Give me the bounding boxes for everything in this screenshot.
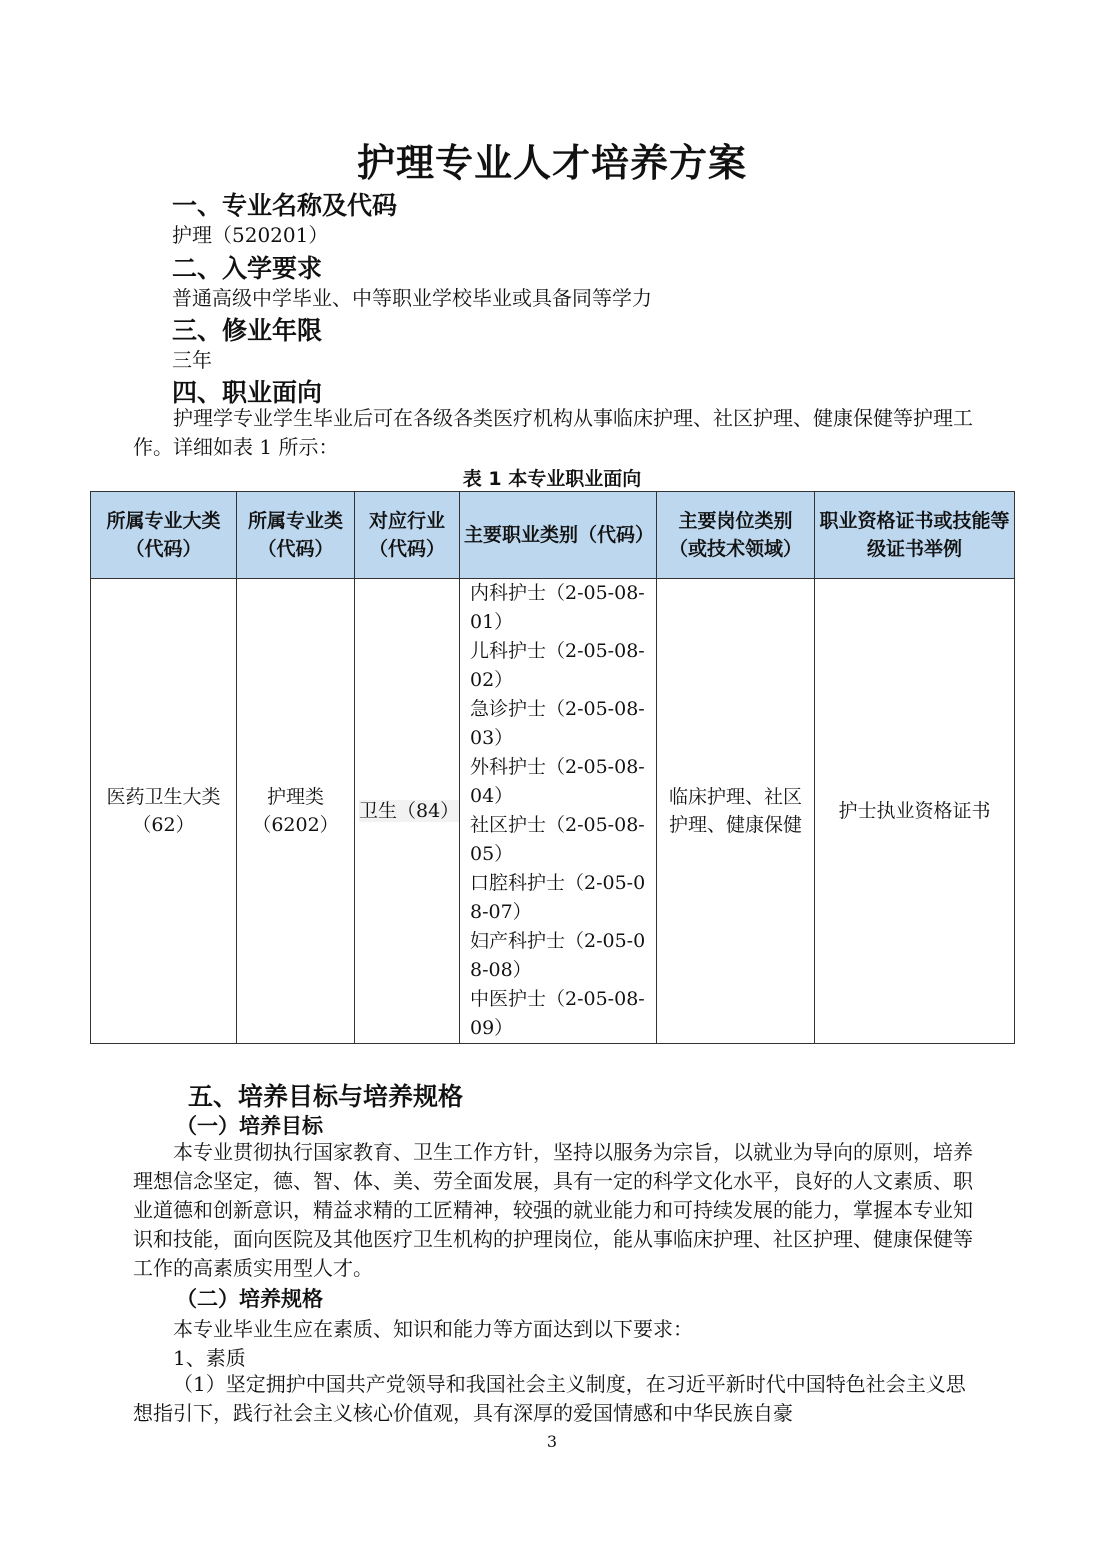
cell-certificate: 护士执业资格证书 [815,579,1015,1044]
cell-jobs [460,579,657,1044]
job-item: 急诊护士（2-05-08-03） [470,698,645,749]
table-header-cell: 主要岗位类别（或技术领域） [657,492,815,579]
section-text-career: 护理学专业学生毕业后可在各级各类医疗机构从事临床护理、社区护理、健康保健等护理工作。详细如表 1 所示： [133,406,973,459]
section-heading-career: 四、职业面向 [172,378,323,407]
cell-industry [355,579,460,1044]
paragraph-objective: 本专业贯彻执行国家教育、卫生工作方针，坚持以服务为宗旨，以就业为导向的原则，培养理想信念坚定，德、智、体、美、劳全面发展，具有一定的科学文化水平，良好的人文素质、职业道德和创新意识，精益求精的工匠精神，较强的就业能力和可持续发展的能力，掌握本专业知识和技能，面向医院及其他医疗卫生机构的护理岗位，能从事临床护理、社区护理、健康保健等工作的高素质实用型人才。 [133,1140,973,1280]
subheading-objective: （一）培养目标 [176,1114,323,1138]
cell-category: 医药卫生大类（62） [91,579,237,1044]
table-caption: 表 1 本专业职业面向 [462,468,642,490]
section-text-name-code: 护理（520201） [172,223,329,247]
list-item-quality: 1、素质 [173,1346,246,1370]
table-header-cell: 主要职业类别（代码） [460,492,657,579]
career-table [90,491,1015,1044]
industry-text: 卫生（84） [359,800,460,822]
table-row [91,579,1015,1044]
table-header-row [91,492,1015,579]
cell-subcategory: 护理类（6202） [237,579,355,1044]
table-header-cell: 所属专业大类（代码） [91,492,237,579]
cell-positions: 临床护理、社区护理、健康保健 [657,579,815,1044]
table-header-cell: 所属专业类（代码） [237,492,355,579]
section-text-duration: 三年 [172,348,212,372]
job-item: 社区护士（2-05-08-05） [470,814,645,865]
job-item: 妇产科护士（2-05-08-08） [470,930,646,981]
paragraph-specifications: 本专业毕业生应在素质、知识和能力等方面达到以下要求： [173,1317,693,1341]
job-item: 外科护士（2-05-08-04） [470,756,645,807]
subheading-specifications: （二）培养规格 [176,1287,323,1311]
job-item: 中医护士（2-05-08-09） [470,988,645,1039]
section-heading-objectives: 五、培养目标与培养规格 [188,1082,464,1111]
job-item: 儿科护士（2-05-08-02） [470,640,645,691]
section-heading-name-code: 一、专业名称及代码 [172,191,398,220]
document-title: 护理专业人才培养方案 [356,141,747,185]
section-heading-duration: 三、修业年限 [172,316,323,345]
page-number: 3 [546,1432,558,1451]
table-header-cell: 职业资格证书或技能等级证书举例 [815,492,1015,579]
paragraph-quality-1: （1）坚定拥护中国共产党领导和我国社会主义制度，在习近平新时代中国特色社会主义思想指引下，践行社会主义核心价值观，具有深厚的爱国情感和中华民族自豪 [133,1372,966,1425]
section-heading-admission: 二、入学要求 [172,254,323,283]
job-item: 口腔科护士（2-05-08-07） [470,872,646,923]
job-item: 内科护士（2-05-08-01） [470,582,645,633]
table-header-cell: 对应行业（代码） [355,492,460,579]
section-text-admission: 普通高级中学毕业、中等职业学校毕业或具备同等学力 [172,286,652,310]
